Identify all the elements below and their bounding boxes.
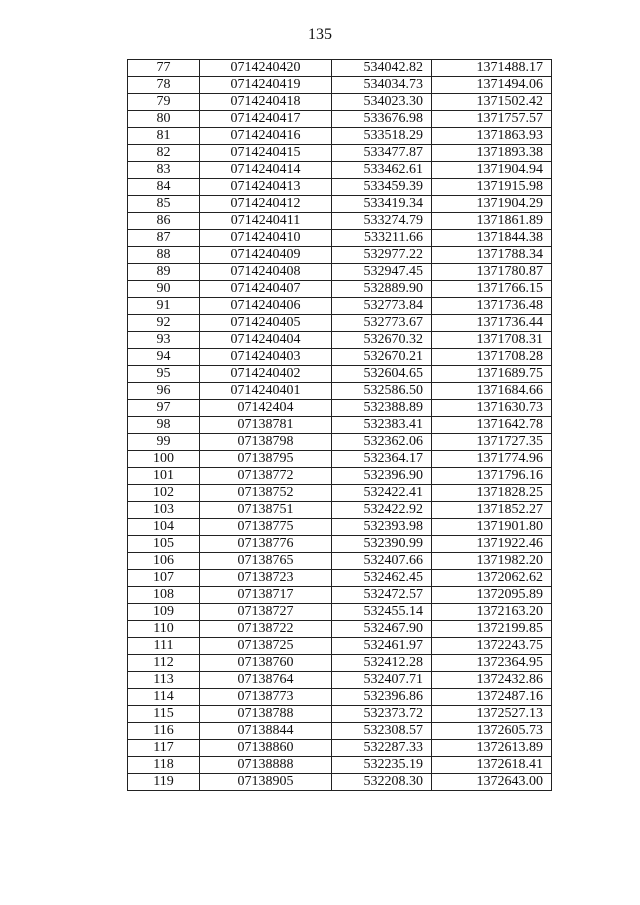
y-coordinate-cell: 1371863.93 <box>432 128 552 145</box>
x-coordinate-cell: 532393.98 <box>332 519 432 536</box>
y-coordinate-cell: 1371689.75 <box>432 366 552 383</box>
y-coordinate-cell: 1371788.34 <box>432 247 552 264</box>
table-row <box>128 315 552 332</box>
y-coordinate-cell: 1371630.73 <box>432 400 552 417</box>
table-row <box>128 451 552 468</box>
point-number-cell: 103 <box>128 502 200 519</box>
y-coordinate-cell: 1371901.80 <box>432 519 552 536</box>
point-code-cell: 0714240402 <box>200 366 332 383</box>
y-coordinate-cell: 1371684.66 <box>432 383 552 400</box>
page-number: 135 <box>308 26 332 43</box>
y-coordinate-cell: 1371774.96 <box>432 451 552 468</box>
point-number-cell: 102 <box>128 485 200 502</box>
point-number-cell: 107 <box>128 570 200 587</box>
x-coordinate-cell: 532670.21 <box>332 349 432 366</box>
point-number-cell: 79 <box>128 94 200 111</box>
x-coordinate-cell: 533419.34 <box>332 196 432 213</box>
table-row <box>128 94 552 111</box>
point-number-cell: 119 <box>128 774 200 791</box>
point-code-cell: 07138788 <box>200 706 332 723</box>
y-coordinate-cell: 1371982.20 <box>432 553 552 570</box>
point-code-cell: 07138752 <box>200 485 332 502</box>
y-coordinate-cell: 1371736.44 <box>432 315 552 332</box>
table-row <box>128 587 552 604</box>
table-row <box>128 281 552 298</box>
y-coordinate-cell: 1371915.98 <box>432 179 552 196</box>
y-coordinate-cell: 1372095.89 <box>432 587 552 604</box>
x-coordinate-cell: 532773.67 <box>332 315 432 332</box>
table-row <box>128 417 552 434</box>
y-coordinate-cell: 1371708.31 <box>432 332 552 349</box>
point-code-cell: 07138773 <box>200 689 332 706</box>
table-row <box>128 349 552 366</box>
table-row <box>128 553 552 570</box>
point-code-cell: 07138764 <box>200 672 332 689</box>
table-row <box>128 298 552 315</box>
y-coordinate-cell: 1371904.29 <box>432 196 552 213</box>
y-coordinate-cell: 1371780.87 <box>432 264 552 281</box>
x-coordinate-cell: 532362.06 <box>332 434 432 451</box>
point-number-cell: 108 <box>128 587 200 604</box>
table-row <box>128 77 552 94</box>
point-number-cell: 80 <box>128 111 200 128</box>
y-coordinate-cell: 1372605.73 <box>432 723 552 740</box>
point-code-cell: 0714240411 <box>200 213 332 230</box>
table-row <box>128 264 552 281</box>
x-coordinate-cell: 532407.66 <box>332 553 432 570</box>
point-code-cell: 07138722 <box>200 621 332 638</box>
x-coordinate-cell: 532364.17 <box>332 451 432 468</box>
point-code-cell: 0714240408 <box>200 264 332 281</box>
point-number-cell: 116 <box>128 723 200 740</box>
point-number-cell: 83 <box>128 162 200 179</box>
point-code-cell: 07138844 <box>200 723 332 740</box>
point-number-cell: 88 <box>128 247 200 264</box>
y-coordinate-cell: 1371488.17 <box>432 60 552 77</box>
point-number-cell: 86 <box>128 213 200 230</box>
point-number-cell: 117 <box>128 740 200 757</box>
point-number-cell: 95 <box>128 366 200 383</box>
y-coordinate-cell: 1371757.57 <box>432 111 552 128</box>
point-number-cell: 92 <box>128 315 200 332</box>
x-coordinate-cell: 532308.57 <box>332 723 432 740</box>
table-row <box>128 128 552 145</box>
point-number-cell: 110 <box>128 621 200 638</box>
table-row <box>128 655 552 672</box>
x-coordinate-cell: 532773.84 <box>332 298 432 315</box>
table-row <box>128 111 552 128</box>
x-coordinate-cell: 532472.57 <box>332 587 432 604</box>
x-coordinate-cell: 533518.29 <box>332 128 432 145</box>
table-row <box>128 638 552 655</box>
point-number-cell: 106 <box>128 553 200 570</box>
x-coordinate-cell: 534034.73 <box>332 77 432 94</box>
table-row <box>128 706 552 723</box>
point-number-cell: 112 <box>128 655 200 672</box>
y-coordinate-cell: 1371828.25 <box>432 485 552 502</box>
point-code-cell: 0714240405 <box>200 315 332 332</box>
point-code-cell: 0714240416 <box>200 128 332 145</box>
y-coordinate-cell: 1371494.06 <box>432 77 552 94</box>
x-coordinate-cell: 533676.98 <box>332 111 432 128</box>
x-coordinate-cell: 532889.90 <box>332 281 432 298</box>
point-number-cell: 89 <box>128 264 200 281</box>
table-row <box>128 179 552 196</box>
x-coordinate-cell: 532287.33 <box>332 740 432 757</box>
point-code-cell: 07138888 <box>200 757 332 774</box>
x-coordinate-cell: 532670.32 <box>332 332 432 349</box>
point-number-cell: 77 <box>128 60 200 77</box>
point-code-cell: 0714240403 <box>200 349 332 366</box>
x-coordinate-cell: 532467.90 <box>332 621 432 638</box>
x-coordinate-cell: 532462.45 <box>332 570 432 587</box>
x-coordinate-cell: 533477.87 <box>332 145 432 162</box>
point-number-cell: 85 <box>128 196 200 213</box>
y-coordinate-cell: 1371922.46 <box>432 536 552 553</box>
point-code-cell: 0714240419 <box>200 77 332 94</box>
y-coordinate-cell: 1372643.00 <box>432 774 552 791</box>
point-number-cell: 82 <box>128 145 200 162</box>
point-number-cell: 94 <box>128 349 200 366</box>
table-row <box>128 570 552 587</box>
table-row <box>128 434 552 451</box>
table-row <box>128 757 552 774</box>
table-row <box>128 672 552 689</box>
x-coordinate-cell: 532455.14 <box>332 604 432 621</box>
y-coordinate-cell: 1371861.89 <box>432 213 552 230</box>
point-code-cell: 0714240410 <box>200 230 332 247</box>
y-coordinate-cell: 1371502.42 <box>432 94 552 111</box>
y-coordinate-cell: 1371852.27 <box>432 502 552 519</box>
y-coordinate-cell: 1371642.78 <box>432 417 552 434</box>
point-code-cell: 0714240417 <box>200 111 332 128</box>
table-row <box>128 196 552 213</box>
point-code-cell: 07138727 <box>200 604 332 621</box>
x-coordinate-cell: 532373.72 <box>332 706 432 723</box>
point-code-cell: 07138798 <box>200 434 332 451</box>
x-coordinate-cell: 532586.50 <box>332 383 432 400</box>
y-coordinate-cell: 1371796.16 <box>432 468 552 485</box>
y-coordinate-cell: 1372163.20 <box>432 604 552 621</box>
y-coordinate-cell: 1371708.28 <box>432 349 552 366</box>
point-code-cell: 07138725 <box>200 638 332 655</box>
table-row <box>128 502 552 519</box>
x-coordinate-cell: 532396.90 <box>332 468 432 485</box>
x-coordinate-cell: 532388.89 <box>332 400 432 417</box>
y-coordinate-cell: 1372062.62 <box>432 570 552 587</box>
x-coordinate-cell: 534042.82 <box>332 60 432 77</box>
point-number-cell: 118 <box>128 757 200 774</box>
table-row <box>128 213 552 230</box>
x-coordinate-cell: 533459.39 <box>332 179 432 196</box>
point-code-cell: 0714240420 <box>200 60 332 77</box>
x-coordinate-cell: 532390.99 <box>332 536 432 553</box>
x-coordinate-cell: 533211.66 <box>332 230 432 247</box>
x-coordinate-cell: 533462.61 <box>332 162 432 179</box>
point-number-cell: 90 <box>128 281 200 298</box>
point-code-cell: 07138772 <box>200 468 332 485</box>
table-row <box>128 689 552 706</box>
x-coordinate-cell: 532461.97 <box>332 638 432 655</box>
point-code-cell: 07138765 <box>200 553 332 570</box>
x-coordinate-cell: 532208.30 <box>332 774 432 791</box>
y-coordinate-cell: 1372364.95 <box>432 655 552 672</box>
point-number-cell: 81 <box>128 128 200 145</box>
table-row <box>128 145 552 162</box>
table-row <box>128 247 552 264</box>
y-coordinate-cell: 1371736.48 <box>432 298 552 315</box>
point-code-cell: 07138905 <box>200 774 332 791</box>
point-code-cell: 0714240409 <box>200 247 332 264</box>
x-coordinate-cell: 532604.65 <box>332 366 432 383</box>
table-row <box>128 383 552 400</box>
point-code-cell: 07138717 <box>200 587 332 604</box>
y-coordinate-cell: 1371904.94 <box>432 162 552 179</box>
point-number-cell: 78 <box>128 77 200 94</box>
point-number-cell: 111 <box>128 638 200 655</box>
y-coordinate-cell: 1372613.89 <box>432 740 552 757</box>
point-number-cell: 100 <box>128 451 200 468</box>
point-code-cell: 07142404 <box>200 400 332 417</box>
x-coordinate-cell: 532422.41 <box>332 485 432 502</box>
point-number-cell: 114 <box>128 689 200 706</box>
point-number-cell: 109 <box>128 604 200 621</box>
x-coordinate-cell: 532235.19 <box>332 757 432 774</box>
point-code-cell: 0714240414 <box>200 162 332 179</box>
point-code-cell: 07138751 <box>200 502 332 519</box>
table-row <box>128 723 552 740</box>
y-coordinate-cell: 1372243.75 <box>432 638 552 655</box>
point-code-cell: 0714240407 <box>200 281 332 298</box>
table-row <box>128 536 552 553</box>
point-code-cell: 0714240415 <box>200 145 332 162</box>
y-coordinate-cell: 1372527.13 <box>432 706 552 723</box>
point-code-cell: 07138781 <box>200 417 332 434</box>
point-number-cell: 87 <box>128 230 200 247</box>
table-row <box>128 60 552 77</box>
point-number-cell: 91 <box>128 298 200 315</box>
x-coordinate-cell: 534023.30 <box>332 94 432 111</box>
table-row <box>128 519 552 536</box>
point-code-cell: 0714240413 <box>200 179 332 196</box>
x-coordinate-cell: 532412.28 <box>332 655 432 672</box>
point-number-cell: 93 <box>128 332 200 349</box>
coordinates-table-body <box>128 60 552 791</box>
x-coordinate-cell: 532383.41 <box>332 417 432 434</box>
x-coordinate-cell: 532422.92 <box>332 502 432 519</box>
point-number-cell: 98 <box>128 417 200 434</box>
coordinates-table <box>127 59 552 791</box>
point-code-cell: 0714240418 <box>200 94 332 111</box>
point-code-cell: 0714240412 <box>200 196 332 213</box>
table-row <box>128 774 552 791</box>
point-code-cell: 0714240404 <box>200 332 332 349</box>
table-row <box>128 366 552 383</box>
table-row <box>128 740 552 757</box>
point-code-cell: 07138776 <box>200 536 332 553</box>
y-coordinate-cell: 1372618.41 <box>432 757 552 774</box>
point-number-cell: 99 <box>128 434 200 451</box>
point-number-cell: 96 <box>128 383 200 400</box>
point-code-cell: 07138760 <box>200 655 332 672</box>
table-row <box>128 621 552 638</box>
point-number-cell: 105 <box>128 536 200 553</box>
y-coordinate-cell: 1372432.86 <box>432 672 552 689</box>
y-coordinate-cell: 1371893.38 <box>432 145 552 162</box>
y-coordinate-cell: 1372487.16 <box>432 689 552 706</box>
x-coordinate-cell: 533274.79 <box>332 213 432 230</box>
point-number-cell: 113 <box>128 672 200 689</box>
point-code-cell: 07138775 <box>200 519 332 536</box>
x-coordinate-cell: 532407.71 <box>332 672 432 689</box>
point-code-cell: 0714240406 <box>200 298 332 315</box>
point-number-cell: 84 <box>128 179 200 196</box>
table-row <box>128 468 552 485</box>
point-number-cell: 97 <box>128 400 200 417</box>
x-coordinate-cell: 532947.45 <box>332 264 432 281</box>
point-code-cell: 07138795 <box>200 451 332 468</box>
table-row <box>128 332 552 349</box>
point-code-cell: 0714240401 <box>200 383 332 400</box>
table-row <box>128 230 552 247</box>
point-code-cell: 07138860 <box>200 740 332 757</box>
y-coordinate-cell: 1371727.35 <box>432 434 552 451</box>
x-coordinate-cell: 532977.22 <box>332 247 432 264</box>
table-row <box>128 485 552 502</box>
x-coordinate-cell: 532396.86 <box>332 689 432 706</box>
y-coordinate-cell: 1371766.15 <box>432 281 552 298</box>
point-number-cell: 104 <box>128 519 200 536</box>
table-row <box>128 162 552 179</box>
y-coordinate-cell: 1372199.85 <box>432 621 552 638</box>
table-row <box>128 400 552 417</box>
point-code-cell: 07138723 <box>200 570 332 587</box>
point-number-cell: 101 <box>128 468 200 485</box>
y-coordinate-cell: 1371844.38 <box>432 230 552 247</box>
point-number-cell: 115 <box>128 706 200 723</box>
table-row <box>128 604 552 621</box>
